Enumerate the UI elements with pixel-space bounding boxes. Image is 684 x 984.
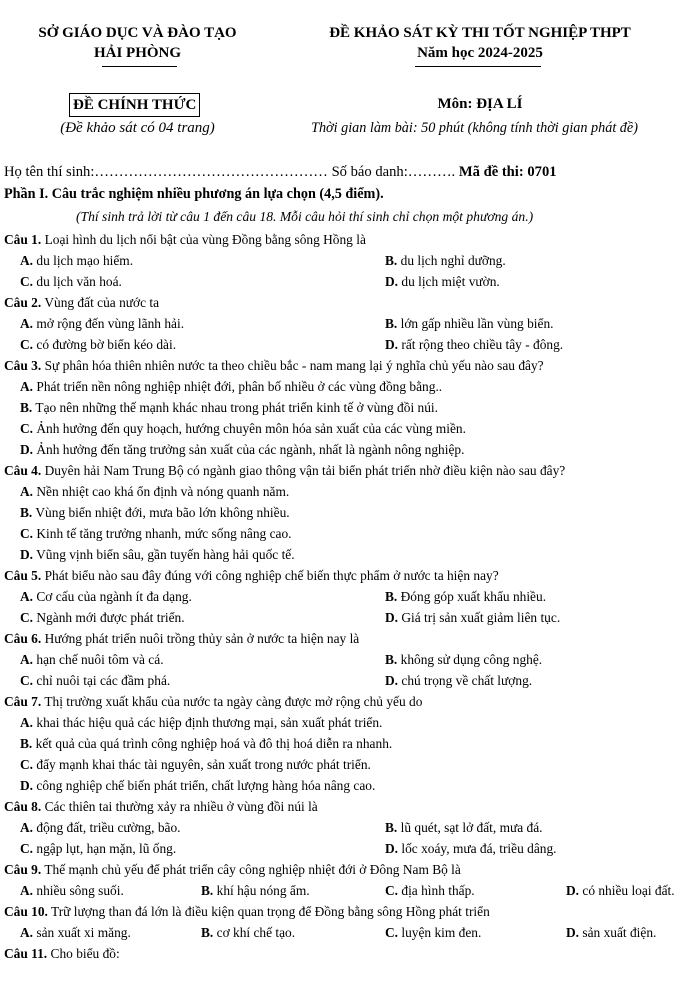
answer-option-b[interactable] — [20, 733, 392, 754]
option-text: Vũng vịnh biển sâu, gần tuyến hàng hải quốc tế. — [33, 547, 295, 562]
option-text: sản xuất điện. — [579, 925, 657, 940]
answer-option-b[interactable] — [385, 649, 542, 670]
option-letter: B. — [385, 316, 398, 331]
answer-option-c[interactable] — [385, 880, 475, 901]
answer-option-d[interactable] — [385, 670, 532, 691]
answer-option-d[interactable] — [20, 775, 375, 796]
option-letter: B. — [385, 820, 398, 835]
option-letter: C. — [20, 274, 34, 289]
option-letter: C. — [385, 925, 399, 940]
answer-option-c[interactable] — [20, 334, 176, 355]
answer-option-c[interactable] — [20, 607, 185, 628]
header-underline-left — [102, 66, 177, 67]
answer-option-d[interactable] — [385, 334, 563, 355]
option-text: không sử dụng công nghệ. — [397, 652, 543, 667]
option-letter: D. — [385, 841, 399, 856]
option-text: chú trọng về chất lượng. — [398, 673, 533, 688]
question-number: Câu 5. — [4, 568, 42, 583]
option-letter: C. — [20, 841, 34, 856]
question-text: Sự phân hóa thiên nhiên nước ta theo chiều bắc - nam mang lại ý nghĩa chủ yếu nào sau đây? — [41, 358, 544, 373]
answer-option-c[interactable] — [20, 670, 170, 691]
question-stem — [4, 355, 544, 376]
answer-option-d[interactable] — [385, 838, 557, 859]
exam-code: Mã đề thi: 0701 — [458, 164, 557, 180]
question-stem — [4, 565, 499, 586]
option-text: Vùng biển nhiệt đới, mưa bão lớn không nhiều. — [32, 505, 290, 520]
header-underline-right — [415, 66, 541, 67]
official-exam-box: ĐỀ CHÍNH THỨC — [69, 93, 200, 117]
question-text: Các thiên tai thường xảy ra nhiều ở vùng đồi núi là — [41, 799, 318, 814]
question-stem — [4, 460, 565, 481]
option-text: địa hình thấp. — [398, 883, 475, 898]
department-line2: HẢI PHÒNG — [93, 45, 182, 61]
question-stem — [4, 691, 422, 712]
answer-option-b[interactable] — [385, 817, 543, 838]
question-text: Duyên hải Nam Trung Bộ có ngành giao thông vận tải biển phát triển nhờ điều kiện nào sau đây? — [41, 463, 566, 478]
answer-option-d[interactable] — [385, 607, 560, 628]
option-text: Phát triển nền nông nghiệp nhiệt đới, phân bố nhiều ở các vùng đồng bằng.. — [33, 379, 443, 394]
answer-option-a[interactable] — [20, 313, 184, 334]
question-number: Câu 1. — [4, 232, 42, 247]
question-number: Câu 4. — [4, 463, 42, 478]
question-text: Loại hình du lịch nổi bật của vùng Đồng bằng sông Hồng là — [41, 232, 366, 247]
answer-option-a[interactable] — [20, 817, 181, 838]
question-stem — [4, 796, 318, 817]
option-text: lớn gấp nhiều lần vùng biển. — [397, 316, 554, 331]
option-text: du lịch mạo hiểm. — [33, 253, 134, 268]
question-number: Câu 6. — [4, 631, 42, 646]
option-letter: C. — [20, 673, 34, 688]
option-letter: D. — [385, 673, 399, 688]
answer-option-a[interactable] — [20, 586, 192, 607]
option-letter: C. — [20, 337, 34, 352]
answer-option-d[interactable] — [20, 439, 464, 460]
option-letter: B. — [201, 925, 214, 940]
option-letter: D. — [20, 442, 34, 457]
exam-header — [0, 0, 684, 150]
option-letter: C. — [20, 421, 34, 436]
option-text: động đất, triều cường, bão. — [33, 820, 181, 835]
option-letter: A. — [20, 253, 34, 268]
option-letter: A. — [20, 652, 34, 667]
option-text: mở rộng đến vùng lãnh hải. — [33, 316, 185, 331]
option-text: luyện kim đen. — [398, 925, 482, 940]
answer-option-a[interactable] — [20, 712, 382, 733]
option-letter: C. — [20, 610, 34, 625]
option-text: khai thác hiệu quả các hiệp định thương mại, sản xuất phát triển. — [33, 715, 383, 730]
question-stem — [4, 292, 159, 313]
option-text: du lịch văn hoá. — [33, 274, 122, 289]
answer-option-b[interactable] — [201, 922, 295, 943]
option-letter: A. — [20, 316, 34, 331]
question-text: Hướng phát triển nuôi trồng thủy sản ở nước ta hiện nay là — [41, 631, 360, 646]
question-stem — [4, 859, 461, 880]
question-number: Câu 10. — [4, 904, 48, 919]
option-text: chỉ nuôi tại các đầm phá. — [33, 673, 171, 688]
answer-option-a[interactable] — [20, 481, 289, 502]
question-text: Vùng đất của nước ta — [41, 295, 160, 310]
question-number: Câu 8. — [4, 799, 42, 814]
answer-option-d[interactable] — [20, 544, 295, 565]
answer-option-c[interactable] — [20, 754, 371, 775]
part-title: Phần I. Câu trắc nghiệm nhiều phương án lựa chọn (4,5 điểm). — [4, 186, 384, 202]
option-letter: B. — [20, 736, 33, 751]
answer-option-c[interactable] — [20, 838, 176, 859]
option-letter: A. — [20, 484, 34, 499]
answer-option-b[interactable] — [20, 502, 290, 523]
option-text: khí hậu nóng ẩm. — [213, 883, 310, 898]
option-letter: B. — [20, 400, 33, 415]
question-text: Trữ lượng than đá lớn là điều kiện quan trọng để Đồng bằng sông Hồng phát triển — [47, 904, 490, 919]
option-text: du lịch nghỉ dưỡng. — [397, 253, 506, 268]
option-letter: B. — [20, 505, 33, 520]
option-text: cơ khí chế tạo. — [213, 925, 296, 940]
answer-option-c[interactable] — [20, 271, 122, 292]
answer-option-a[interactable] — [20, 649, 164, 670]
answer-option-a[interactable] — [20, 922, 131, 943]
question-stem — [4, 628, 359, 649]
answer-option-c[interactable] — [20, 523, 292, 544]
option-text: nhiều sông suối. — [33, 883, 124, 898]
answer-option-c[interactable] — [385, 922, 481, 943]
option-letter: A. — [20, 925, 34, 940]
option-letter: B. — [385, 652, 398, 667]
question-text: Cho biểu đồ: — [47, 946, 120, 961]
option-letter: D. — [20, 547, 34, 562]
option-text: Nền nhiệt cao khá ổn định và nóng quanh năm. — [33, 484, 290, 499]
answer-option-b[interactable] — [201, 880, 310, 901]
option-text: có nhiều loại đất. — [579, 883, 675, 898]
answer-option-a[interactable] — [20, 250, 133, 271]
option-letter: A. — [20, 589, 34, 604]
option-text: lốc xoáy, mưa đá, triều dâng. — [398, 841, 557, 856]
student-info-line — [4, 162, 684, 182]
option-letter: D. — [385, 274, 399, 289]
option-text: du lịch miệt vườn. — [398, 274, 500, 289]
answer-option-b[interactable] — [20, 397, 438, 418]
school-year: Năm học 2024-2025 — [417, 45, 543, 61]
answer-option-d[interactable] — [385, 271, 500, 292]
question-stem — [4, 229, 366, 250]
option-letter: D. — [20, 778, 34, 793]
question-number: Câu 2. — [4, 295, 42, 310]
answer-option-a[interactable] — [20, 376, 442, 397]
question-number: Câu 3. — [4, 358, 42, 373]
option-letter: A. — [20, 715, 34, 730]
option-text: Giá trị sản xuất giảm liên tục. — [398, 610, 561, 625]
option-text: có đường bờ biển kéo dài. — [33, 337, 177, 352]
exam-title: ĐỀ KHẢO SÁT KỲ THI TỐT NGHIỆP THPT — [329, 25, 631, 41]
option-text: Đóng góp xuất khẩu nhiều. — [397, 589, 547, 604]
option-text: Ngành mới được phát triển. — [33, 610, 185, 625]
option-text: Ảnh hưởng đến tăng trưởng sản xuất của các ngành, nhất là ngành nông nghiệp. — [33, 442, 465, 457]
answer-option-b[interactable] — [385, 586, 546, 607]
answer-option-b[interactable] — [385, 250, 506, 271]
answer-option-b[interactable] — [385, 313, 554, 334]
option-text: Ảnh hưởng đến quy hoạch, hướng chuyên môn hóa sản xuất của các vùng miền. — [33, 421, 466, 436]
option-text: hạn chế nuôi tôm và cá. — [33, 652, 164, 667]
option-text: rất rộng theo chiều tây - đông. — [398, 337, 564, 352]
question-number: Câu 7. — [4, 694, 42, 709]
question-stem — [4, 901, 490, 922]
option-text: lũ quét, sạt lở đất, mưa đá. — [397, 820, 543, 835]
question-number: Câu 11. — [4, 946, 48, 961]
option-letter: A. — [20, 883, 34, 898]
option-text: công nghiệp chế biến phát triển, chất lượng hàng hóa nâng cao. — [33, 778, 376, 793]
option-letter: C. — [20, 757, 34, 772]
option-text: ngập lụt, hạn mặn, lũ ống. — [33, 841, 177, 856]
time-note: Thời gian làm bài: 50 phút (không tính thời gian phát đề) — [311, 120, 638, 136]
option-text: Tạo nên những thế mạnh khác nhau trong phát triển kinh tế ở vùng đồi núi. — [32, 400, 438, 415]
option-letter: C. — [20, 526, 34, 541]
option-letter: B. — [385, 589, 398, 604]
option-text: đẩy mạnh khai thác tài nguyên, sản xuất trong nước phát triển. — [33, 757, 371, 772]
option-letter: C. — [385, 883, 399, 898]
answer-option-a[interactable] — [20, 880, 124, 901]
question-text: Phát biểu nào sau đây đúng với công nghiệp chế biến thực phẩm ở nước ta hiện nay? — [41, 568, 499, 583]
option-letter: D. — [385, 337, 399, 352]
student-name-field: Họ tên thí sinh:………………………………………… — [4, 164, 328, 180]
subject: Môn: ĐỊA LÍ — [437, 96, 523, 112]
pages-note: (Đề khảo sát có 04 trang) — [60, 120, 215, 136]
answer-option-c[interactable] — [20, 418, 466, 439]
option-text: Kinh tế tăng trưởng nhanh, mức sống nâng cao. — [33, 526, 292, 541]
option-letter: D. — [566, 925, 580, 940]
department-line1: SỞ GIÁO DỤC VÀ ĐÀO TẠO — [38, 25, 237, 41]
option-text: Cơ cấu của ngành ít đa dạng. — [33, 589, 192, 604]
student-id-field: Số báo danh:………. — [331, 164, 456, 180]
question-text: Thế mạnh chủ yếu để phát triển cây công nghiệp nhiệt đới ở Đông Nam Bộ là — [41, 862, 461, 877]
option-letter: B. — [385, 253, 398, 268]
option-text: kết quả của quá trình công nghiệp hoá và đô thị hoá diễn ra nhanh. — [32, 736, 393, 751]
part-instruction: (Thí sinh trả lời từ câu 1 đến câu 18. Mỗi câu hỏi thí sinh chỉ chọn một phương án.) — [76, 209, 534, 224]
option-letter: B. — [201, 883, 214, 898]
question-text: Thị trường xuất khẩu của nước ta ngày càng được mở rộng chủ yếu do — [41, 694, 423, 709]
question-stem — [4, 943, 120, 964]
question-number: Câu 9. — [4, 862, 42, 877]
option-letter: A. — [20, 820, 34, 835]
answer-option-d[interactable] — [566, 880, 675, 901]
option-letter: A. — [20, 379, 34, 394]
option-text: sản xuất xi măng. — [33, 925, 131, 940]
answer-option-d[interactable] — [566, 922, 656, 943]
option-letter: D. — [385, 610, 399, 625]
option-letter: D. — [566, 883, 580, 898]
